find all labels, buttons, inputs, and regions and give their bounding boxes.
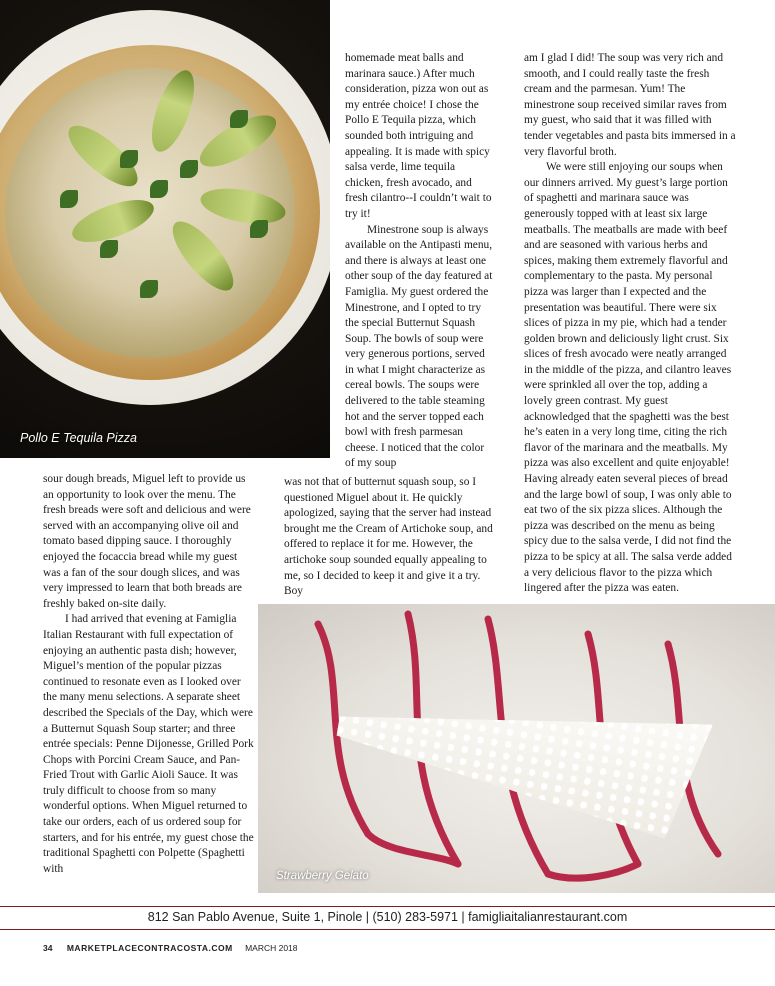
cilantro-leaf bbox=[100, 240, 118, 258]
folio bbox=[43, 943, 298, 953]
paragraph: We were still enjoying our soups when our dinners arrived. My guest’s large portion of spaghetti and marinara sauce was generously topped with at least six large meatballs. The meatballs are made with beef and are seasoned with various herbs and spices, making them extremely flavorful and complementary to the pasta. My personal pizza was larger than I expected and the presentation was beautiful. There were six slices of pizza in my pie, which had a tender golden brown and deliciously light crust. Six slices of fresh avocado were neatly arranged in the middle of the pizza, and cilantro leaves were sprinkled all over the top, adding a lovely green contrast. My guest acknowledged that the spaghetti was the best he’s eaten in a very long time, citing the rich flavor of the marinara and the meatballs. My pizza was also excellent and quite enjoyable! Having already eaten several pieces of bread and the large bowl of soup, I was only able to eat two of the six pizza slices. Although the pizza was described on the menu as being spicy due to the salsa verde, I did not find the pizza to be spicy at all. The salsa verde added a very delicious flavor to the pizza which lingered after the pizza was eaten. bbox=[524, 161, 732, 595]
cilantro-leaf bbox=[140, 280, 158, 298]
paragraph: homemade meat balls and marinara sauce.) After much consideration, pizza won out as my entrée choice! I chose the Pollo E Tequila pizza, which sounded both intriguing and appealing. It is made with spicy salsa verde, lime tequila chicken, fresh avocado, and fresh cilantro--I couldn’t wait to try it! bbox=[345, 52, 492, 220]
paragraph: I had arrived that evening at Famiglia Italian Restaurant with full expectation of enjoying an authentic pasta dish; however, Miguel’s mention of the popular pizzas continued to resonate even as I looked over the many menu selections. A separate sheet described the Specials of the Day, which were a Butternut Squash Soup starter; and three entrée specials: Penne Dijonesse, Grilled Pork Chops with Porcini Cream Sauce, and Pan-Fried Trout with Garlic Aioli Sauce. It was truly difficult to choose from so many wonderful options. When Miguel returned to take our orders, each of us ordered soup for starters, and for his entrée, my guest chose the traditional Spaghetti con Polpette (Spaghetti with bbox=[43, 613, 254, 875]
paragraph: sour dough breads, Miguel left to provide us an opportunity to look over the menu. The fresh breads were soft and delicious and were served with an accompanying olive oil and tomato based dipping sauce. I thoroughly enjoyed the focaccia bread while my guest was a fan of the sour dough slices, and was very impressed to learn that both breads are freshly baked on-site daily. bbox=[43, 473, 251, 610]
article-column-3 bbox=[524, 51, 736, 597]
paragraph: was not that of butternut squash soup, so I questioned Miguel about it. He quickly apologized, saying that the server had instead brought me the Cream of Artichoke soup, and offered to replace it for me. However, the artichoke soup sounded equally appealing to me, so I decided to keep it and give it a try. Boy bbox=[284, 476, 493, 598]
gelato-photo-caption: Strawberry Gelato bbox=[276, 870, 369, 882]
paragraph: Minestrone soup is always available on the Antipasti menu, and there is always at least one other soup of the day featured at Famiglia. My guest ordered the Minestrone, and I opted to try the special Butternut Squash Soup. The bowls of soup were very generous portions, served in what I might characterize as cereal bowls. The soups were delivered to the table steaming hot and the server topped each bowl with fresh parmesan cheese. I noticed that the color of my soup bbox=[345, 223, 493, 470]
cilantro-leaf bbox=[150, 180, 168, 198]
cilantro-leaf bbox=[60, 190, 78, 208]
publication-name: MARKETPLACECONTRACOSTA.COM bbox=[66, 943, 233, 953]
gelato-photo bbox=[258, 604, 775, 893]
pizza-photo bbox=[0, 0, 330, 458]
article-column-1 bbox=[43, 472, 255, 877]
pizza-photo-caption: Pollo E Tequila Pizza bbox=[20, 431, 137, 445]
cilantro-leaf bbox=[180, 160, 198, 178]
cilantro-leaf bbox=[120, 150, 138, 168]
restaurant-address-line: 812 San Pablo Avenue, Suite 1, Pinole | (510) 283-5971 | famigliaitalianrestaurant.com bbox=[147, 910, 628, 924]
cilantro-leaf bbox=[250, 220, 268, 238]
cilantro-leaf bbox=[230, 110, 248, 128]
article-column-2 bbox=[345, 51, 495, 472]
issue-date: MARCH 2018 bbox=[245, 943, 298, 953]
article-column-2-continued bbox=[284, 475, 500, 600]
paragraph: am I glad I did! The soup was very rich and smooth, and I could really taste the fresh cream and the parmesan. Yum! The minestrone soup received similar raves from my guest, who said that it was filled with tender vegetables and pasta bits immersed in a very flavorful broth. bbox=[524, 52, 736, 158]
page-number: 34 bbox=[43, 943, 53, 953]
footer-rule-top bbox=[0, 906, 775, 907]
footer-rule-bottom bbox=[0, 929, 775, 930]
